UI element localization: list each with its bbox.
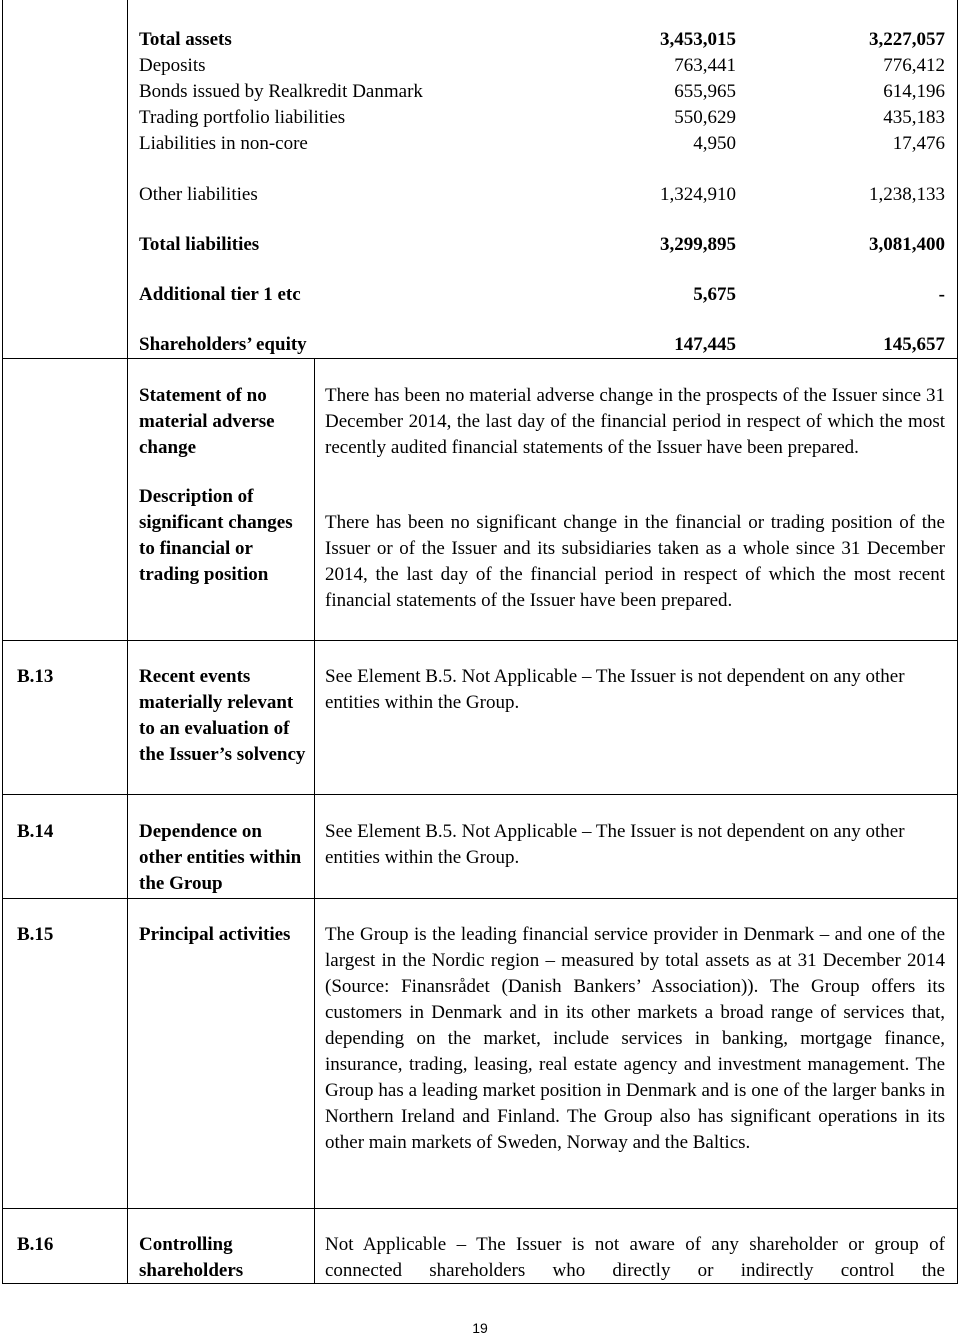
table-col-divider-1 — [127, 0, 128, 1283]
row-rule-b15 — [2, 1208, 958, 1209]
financial-row-value-prior: 3,227,057 — [869, 29, 945, 50]
financial-row-label: Trading portfolio liabilities — [139, 107, 346, 128]
element-title-dependence: Dependence on other entities within the Group — [139, 821, 302, 894]
financials-bottom-rule — [2, 358, 958, 359]
element-title-controlling-shareholders: Controlling shareholders — [139, 1234, 244, 1281]
financial-row-label: Additional tier 1 etc — [139, 284, 301, 305]
financial-row-total-liabilities — [139, 232, 945, 258]
financial-row-value-prior: 435,183 — [883, 107, 945, 128]
financial-row-other-liabilities — [139, 182, 945, 208]
row-rule-b14 — [2, 898, 958, 899]
financial-row-value-prior: 17,476 — [892, 133, 945, 154]
element-code-b13: B.13 — [17, 666, 54, 687]
financial-row-deposits — [139, 53, 945, 79]
financial-row-value-prior: 3,081,400 — [869, 234, 945, 255]
element-title-significant-changes: Description of significant changes to financial or trading position — [139, 486, 293, 585]
financial-row-trading-portfolio — [139, 105, 945, 131]
financial-row-value-prior: 145,657 — [883, 334, 945, 355]
element-body-recent-events: See Element B.5. Not Applicable – The Issuer is not dependent on any other entities within the Group. — [325, 666, 905, 713]
element-title-no-material-adverse-change: Statement of no material adverse change — [139, 385, 275, 458]
financial-row-label: Other liabilities — [139, 184, 258, 205]
financial-row-value-current: 5,675 — [693, 284, 736, 305]
financial-row-value-current: 655,965 — [674, 81, 736, 102]
element-body-significant-changes: There has been no significant change in the financial or trading position of the Issuer or of the Issuer and its subsidiaries taken as a whole since 31 December 2014, the last day of the financial period in respect of which the most recent financial statements of the Issuer have been prepared. — [325, 512, 945, 611]
financial-row-value-prior: 614,196 — [883, 81, 945, 102]
element-code-b16: B.16 — [17, 1234, 54, 1255]
financial-row-label: Total liabilities — [139, 234, 260, 255]
element-body-dependence: See Element B.5. Not Applicable – The Issuer is not dependent on any other entities within the Group. — [325, 821, 905, 868]
table-right-border — [957, 0, 958, 1283]
financial-row-label: Bonds issued by Realkredit Danmark — [139, 81, 423, 102]
table-col-divider-2 — [314, 358, 315, 1283]
element-code-b15: B.15 — [17, 924, 54, 945]
financial-row-value-prior: - — [938, 284, 945, 305]
financial-row-non-core — [139, 131, 945, 157]
financial-row-label: Total assets — [139, 29, 232, 50]
financial-row-label: Deposits — [139, 55, 206, 76]
financial-row-value-current: 3,299,895 — [660, 234, 736, 255]
financial-row-value-current: 3,453,015 — [660, 29, 736, 50]
row-rule-statement — [2, 640, 958, 641]
financial-row-bonds-issued — [139, 79, 945, 105]
table-left-border — [2, 0, 3, 1283]
financial-row-shareholders-equity — [139, 332, 945, 358]
financial-row-value-current: 550,629 — [674, 107, 736, 128]
element-title-recent-events: Recent events materially relevant to an evaluation of the Issuer’s solvency — [139, 666, 306, 765]
element-body-principal-activities: The Group is the leading financial service provider in Denmark – and one of the largest in the Nordic region – measured by total assets as at 31 December 2014 (Source: Finansrådet (Danish Bankers’ Association)). The Group offers its customers in Denmark and in its other markets a broad range of services that, depending on the market, include services in banking, mortgage finance, insurance, trading, leasing, real estate agency and investment management. The Group has a leading market position in Denmark and is one of the larger banks in Northern Ireland and Finland. The Group also has significant operations in its other main markets of Sweden, Norway and the Baltics. — [325, 924, 945, 1153]
financial-row-total-assets — [139, 27, 945, 53]
financial-row-value-current: 763,441 — [674, 55, 736, 76]
financial-row-value-current: 147,445 — [674, 334, 736, 355]
element-body-no-material-adverse-change: There has been no material adverse change in the prospects of the Issuer since 31 December 2014, the last day of the financial period in respect of which the most recently audited financial statements of the Issuer have been prepared. — [325, 385, 945, 458]
element-code-b14: B.14 — [17, 821, 54, 842]
financial-row-additional-tier-1 — [139, 282, 945, 308]
financial-row-label: Shareholders’ equity — [139, 334, 307, 355]
page-number: 19 — [472, 1320, 488, 1336]
financial-row-label: Liabilities in non-core — [139, 133, 308, 154]
financial-row-value-prior: 776,412 — [883, 55, 945, 76]
row-rule-b13 — [2, 794, 958, 795]
financial-row-value-current: 1,324,910 — [660, 184, 736, 205]
financial-row-value-current: 4,950 — [693, 133, 736, 154]
financial-row-value-prior: 1,238,133 — [869, 184, 945, 205]
element-title-principal-activities: Principal activities — [139, 924, 291, 945]
element-body-controlling-shareholders: Not Applicable – The Issuer is not aware of any shareholder or group of connected shareholders who directly or indirectly control the — [325, 1234, 945, 1281]
